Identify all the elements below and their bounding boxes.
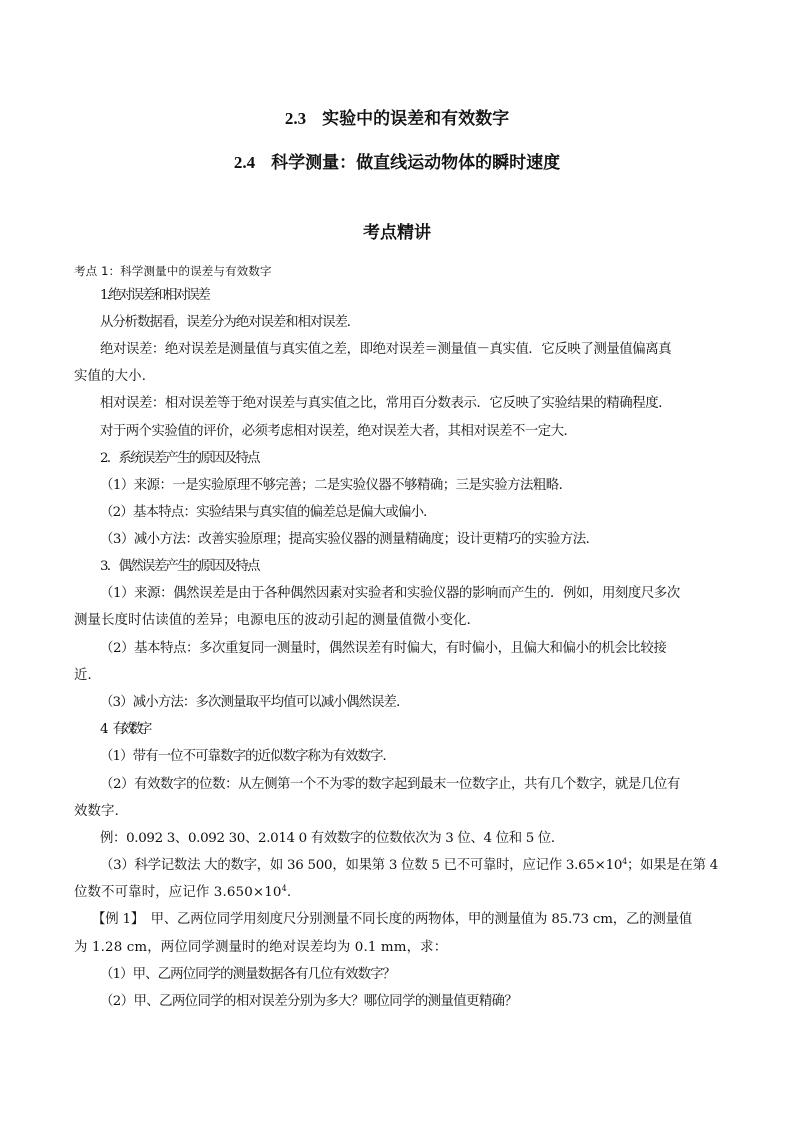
example-line: 例：0.092 3、0.092 30、2.014 0 有效数字的位数依次为 3 位、4 位和 5 位． — [100, 831, 564, 846]
paragraph-line: （2）基本特点：多次重复同一测量时，偶然误差有时偏大，有时偏小，且偏大和偏小的机会比较接 — [100, 641, 667, 656]
paragraph-line: （2）基本特点：实验结果与真实值的偏差总是偏大或偏小． — [100, 505, 436, 520]
paragraph-line: 近． — [74, 668, 102, 683]
subheading: 3．偶然误差产生的原因及特点 — [100, 559, 259, 574]
question-line: （1）甲、乙两位同学的测量数据各有几位有效数字？ — [100, 967, 396, 982]
superscript: 4 — [281, 884, 287, 893]
text-run: ；如果是在第 4 — [626, 858, 719, 873]
section-number: 2.3 — [284, 109, 307, 128]
key-point-heading: 考点 1：科学测量中的误差与有效数字 — [74, 264, 272, 278]
paragraph-line: （1）来源：偶然误差是由于各种偶然因素对实验者和实验仪器的影响而产生的．例如，用刻度尺多次 — [100, 586, 680, 601]
heading-key-points: 考点精讲 — [363, 223, 431, 243]
superscript: 4 — [622, 857, 627, 866]
paragraph-line: （3）减小方法：改善实验原理；提高实验仪器的测量精确度；设计更精巧的实验方法． — [100, 532, 599, 547]
paragraph-line: 从分析数据看，误差分为绝对误差和相对误差． — [100, 315, 360, 330]
text-run: 位数不可靠时，应记作 3.650×10 — [74, 885, 282, 900]
paragraph-line — [100, 857, 752, 875]
paragraph-line: 为 1.28 cm，两位同学测量时的绝对误差均为 0.1 mm，求： — [74, 940, 448, 955]
text-run: （3）科学记数法 大的数字，如 36 500，如果第 3 位数 5 已不可靠时，应记作 3.65×10 — [100, 858, 623, 873]
question-line: （2）甲、乙两位同学的相对误差分别为多大？哪位同学的测量值更精确？ — [100, 994, 518, 1009]
subheading: 4．有效数字 — [100, 722, 148, 737]
paragraph-line: 相对误差：相对误差等于绝对误差与真实值之比，常用百分数表示．它反映了实验结果的精确程度． — [100, 396, 672, 411]
example-heading-line: 【例 1】 甲、乙两位同学用刻度尺分别测量不同长度的两物体，甲的测量值为 85.73 cm，乙的测量值 — [92, 912, 693, 927]
section-title-2-4 — [0, 148, 794, 173]
paragraph-line: （3）减小方法：多次测量取平均值可以减小偶然误差． — [100, 695, 409, 710]
section-title-text: 实验中的误差和有效数字 — [322, 109, 510, 129]
paragraph-line: 绝对误差：绝对误差是测量值与真实值之差，即绝对误差＝测量值－真实值．它反映了测量值偏离真 — [100, 342, 672, 357]
paragraph-line: 实值的大小． — [74, 369, 156, 384]
subheading: 2．系统误差产生的原因及特点 — [100, 451, 259, 466]
paragraph-line: （2）有效数字的位数：从左侧第一个不为零的数字起到最末一位数字止，共有几个数字，就是几位有 — [100, 777, 680, 792]
paragraph-line: 对于两个实验值的评价，必须考虑相对误差，绝对误差大者，其相对误差不一定大． — [100, 424, 577, 439]
subheading: 1.绝对误差和相对误差 — [100, 288, 209, 303]
section-title-text: 科学测量：做直线运动物体的瞬时速度 — [271, 153, 561, 173]
paragraph-line — [74, 884, 726, 902]
text-run: . — [286, 885, 292, 900]
paragraph-line: 测量长度时估读值的差异；电源电压的波动引起的测量值微小变化． — [74, 613, 481, 628]
paragraph-line: 效数字． — [74, 804, 129, 819]
section-title-2-3 — [0, 104, 794, 129]
paragraph-line: （1）带有一位不可靠数字的近似数字称为有效数字． — [100, 749, 396, 764]
paragraph-line: （1）来源：一是实验原理不够完善；二是实验仪器不够精确；三是实验方法粗略． — [100, 478, 572, 493]
section-number: 2.4 — [233, 153, 256, 172]
